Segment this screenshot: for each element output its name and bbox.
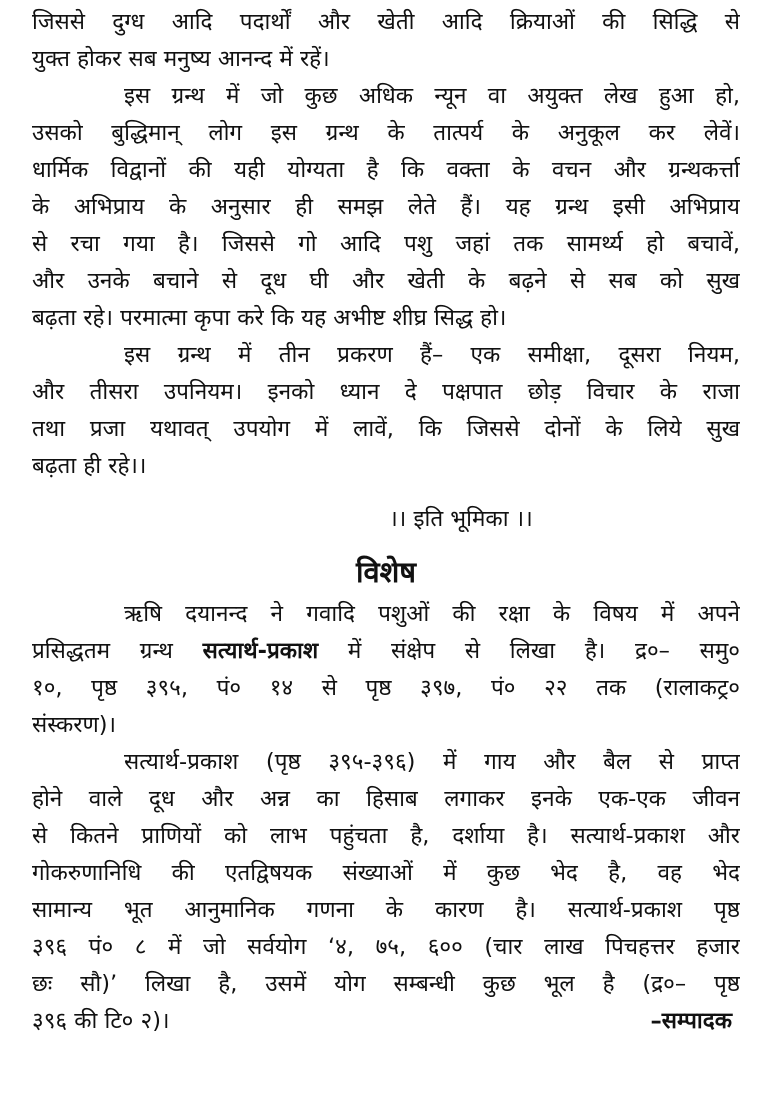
text-line: होने वाले दूध और अन्न का हिसाब लगाकर इनके एक-एक जीवन xyxy=(32,786,740,812)
text-line: से रचा गया है। जिससे गो आदि पशु जहां तक सामर्थ्य हो बचावें, xyxy=(32,231,740,257)
text-line: १०, पृष्ठ ३९५, पं० १४ से पृष्ठ ३९७, पं० २२ तक (रालाकट्र० xyxy=(32,675,740,701)
text-span: ३९६ की टि० २)। xyxy=(32,1008,170,1034)
text-line: और तीसरा उपनियम। इनको ध्यान दे पक्षपात छोड़ विचार के राजा xyxy=(32,379,740,405)
text-line xyxy=(32,633,740,670)
special-section-text xyxy=(32,596,740,1040)
text-line: सामान्य भूत आनुमानिक गणना के कारण है। सत्यार्थ-प्रकाश पृष्ठ xyxy=(32,897,740,923)
text-line: सत्यार्थ-प्रकाश (पृष्ठ ३९५-३९६) में गाय और बैल से प्राप्त xyxy=(124,749,740,775)
text-line: गोकरुणानिधि की एतद्विषयक संख्याओं में कुछ भेद है, वह भेद xyxy=(32,860,740,886)
text-line: उसको बुद्धिमान् लोग इस ग्रन्थ के तात्पर्य के अनुकूल कर लेवें। xyxy=(32,120,740,146)
text-line: युक्त होकर सब मनुष्य आनन्द में रहें। xyxy=(32,46,330,72)
text-line: जिससे दुग्ध आदि पदार्थों और खेती आदि क्रियाओं की सिद्धि से xyxy=(32,9,740,35)
text-line: और उनके बचाने से दूध घी और खेती के बढ़ने से सब को सुख xyxy=(32,268,740,294)
text-line: संस्करण)। xyxy=(32,712,117,738)
text-line: से कितने प्राणियों को लाभ पहुंचता है, दर्शाया है। सत्यार्थ-प्रकाश और xyxy=(32,823,740,849)
book-title: सत्यार्थ-प्रकाश xyxy=(202,638,319,664)
section-heading: विशेष xyxy=(355,555,417,589)
text-span: में संक्षेप से लिखा है। द्र०– समु० xyxy=(318,638,740,664)
text-line: इस ग्रन्थ में तीन प्रकरण हैं– एक समीक्षा, दूसरा नियम, xyxy=(124,342,740,368)
text-line: छः सौ)’ लिखा है, उसमें योग सम्बन्धी कुछ भूल है (द्र०– पृष्ठ xyxy=(32,971,740,997)
text-span: प्रसिद्धतम ग्रन्थ xyxy=(32,638,203,664)
editor-signature: –सम्पादक xyxy=(650,1008,732,1034)
text-line: इस ग्रन्थ में जो कुछ अधिक न्यून वा अयुक्त लेख हुआ हो, xyxy=(124,83,740,109)
text-line: धार्मिक विद्वानों की यही योग्यता है कि वक्ता के वचन और ग्रन्थकर्त्ता xyxy=(32,157,740,183)
final-line xyxy=(32,1003,740,1040)
text-line: तथा प्रजा यथावत् उपयोग में लावें, कि जिससे दोनों के लिये सुख xyxy=(32,416,740,442)
preface-closing: ।। इति भूमिका ।। xyxy=(389,506,533,532)
preface-text xyxy=(32,4,740,485)
text-line: बढ़ता ही रहे।। xyxy=(32,453,147,479)
text-line: ऋषि दयानन्द ने गवादि पशुओं की रक्षा के विषय में अपने xyxy=(124,601,740,627)
text-line: ३९६ पं० ८ में जो सर्वयोग ‘४, ७५, ६०० (चार लाख पिचहत्तर हजार xyxy=(32,934,740,960)
text-line: के अभिप्राय के अनुसार ही समझ लेते हैं। यह ग्रन्थ इसी अभिप्राय xyxy=(32,194,740,220)
text-line: बढ़ता रहे। परमात्मा कृपा करे कि यह अभीष्ट शीघ्र सिद्ध हो। xyxy=(32,305,507,331)
